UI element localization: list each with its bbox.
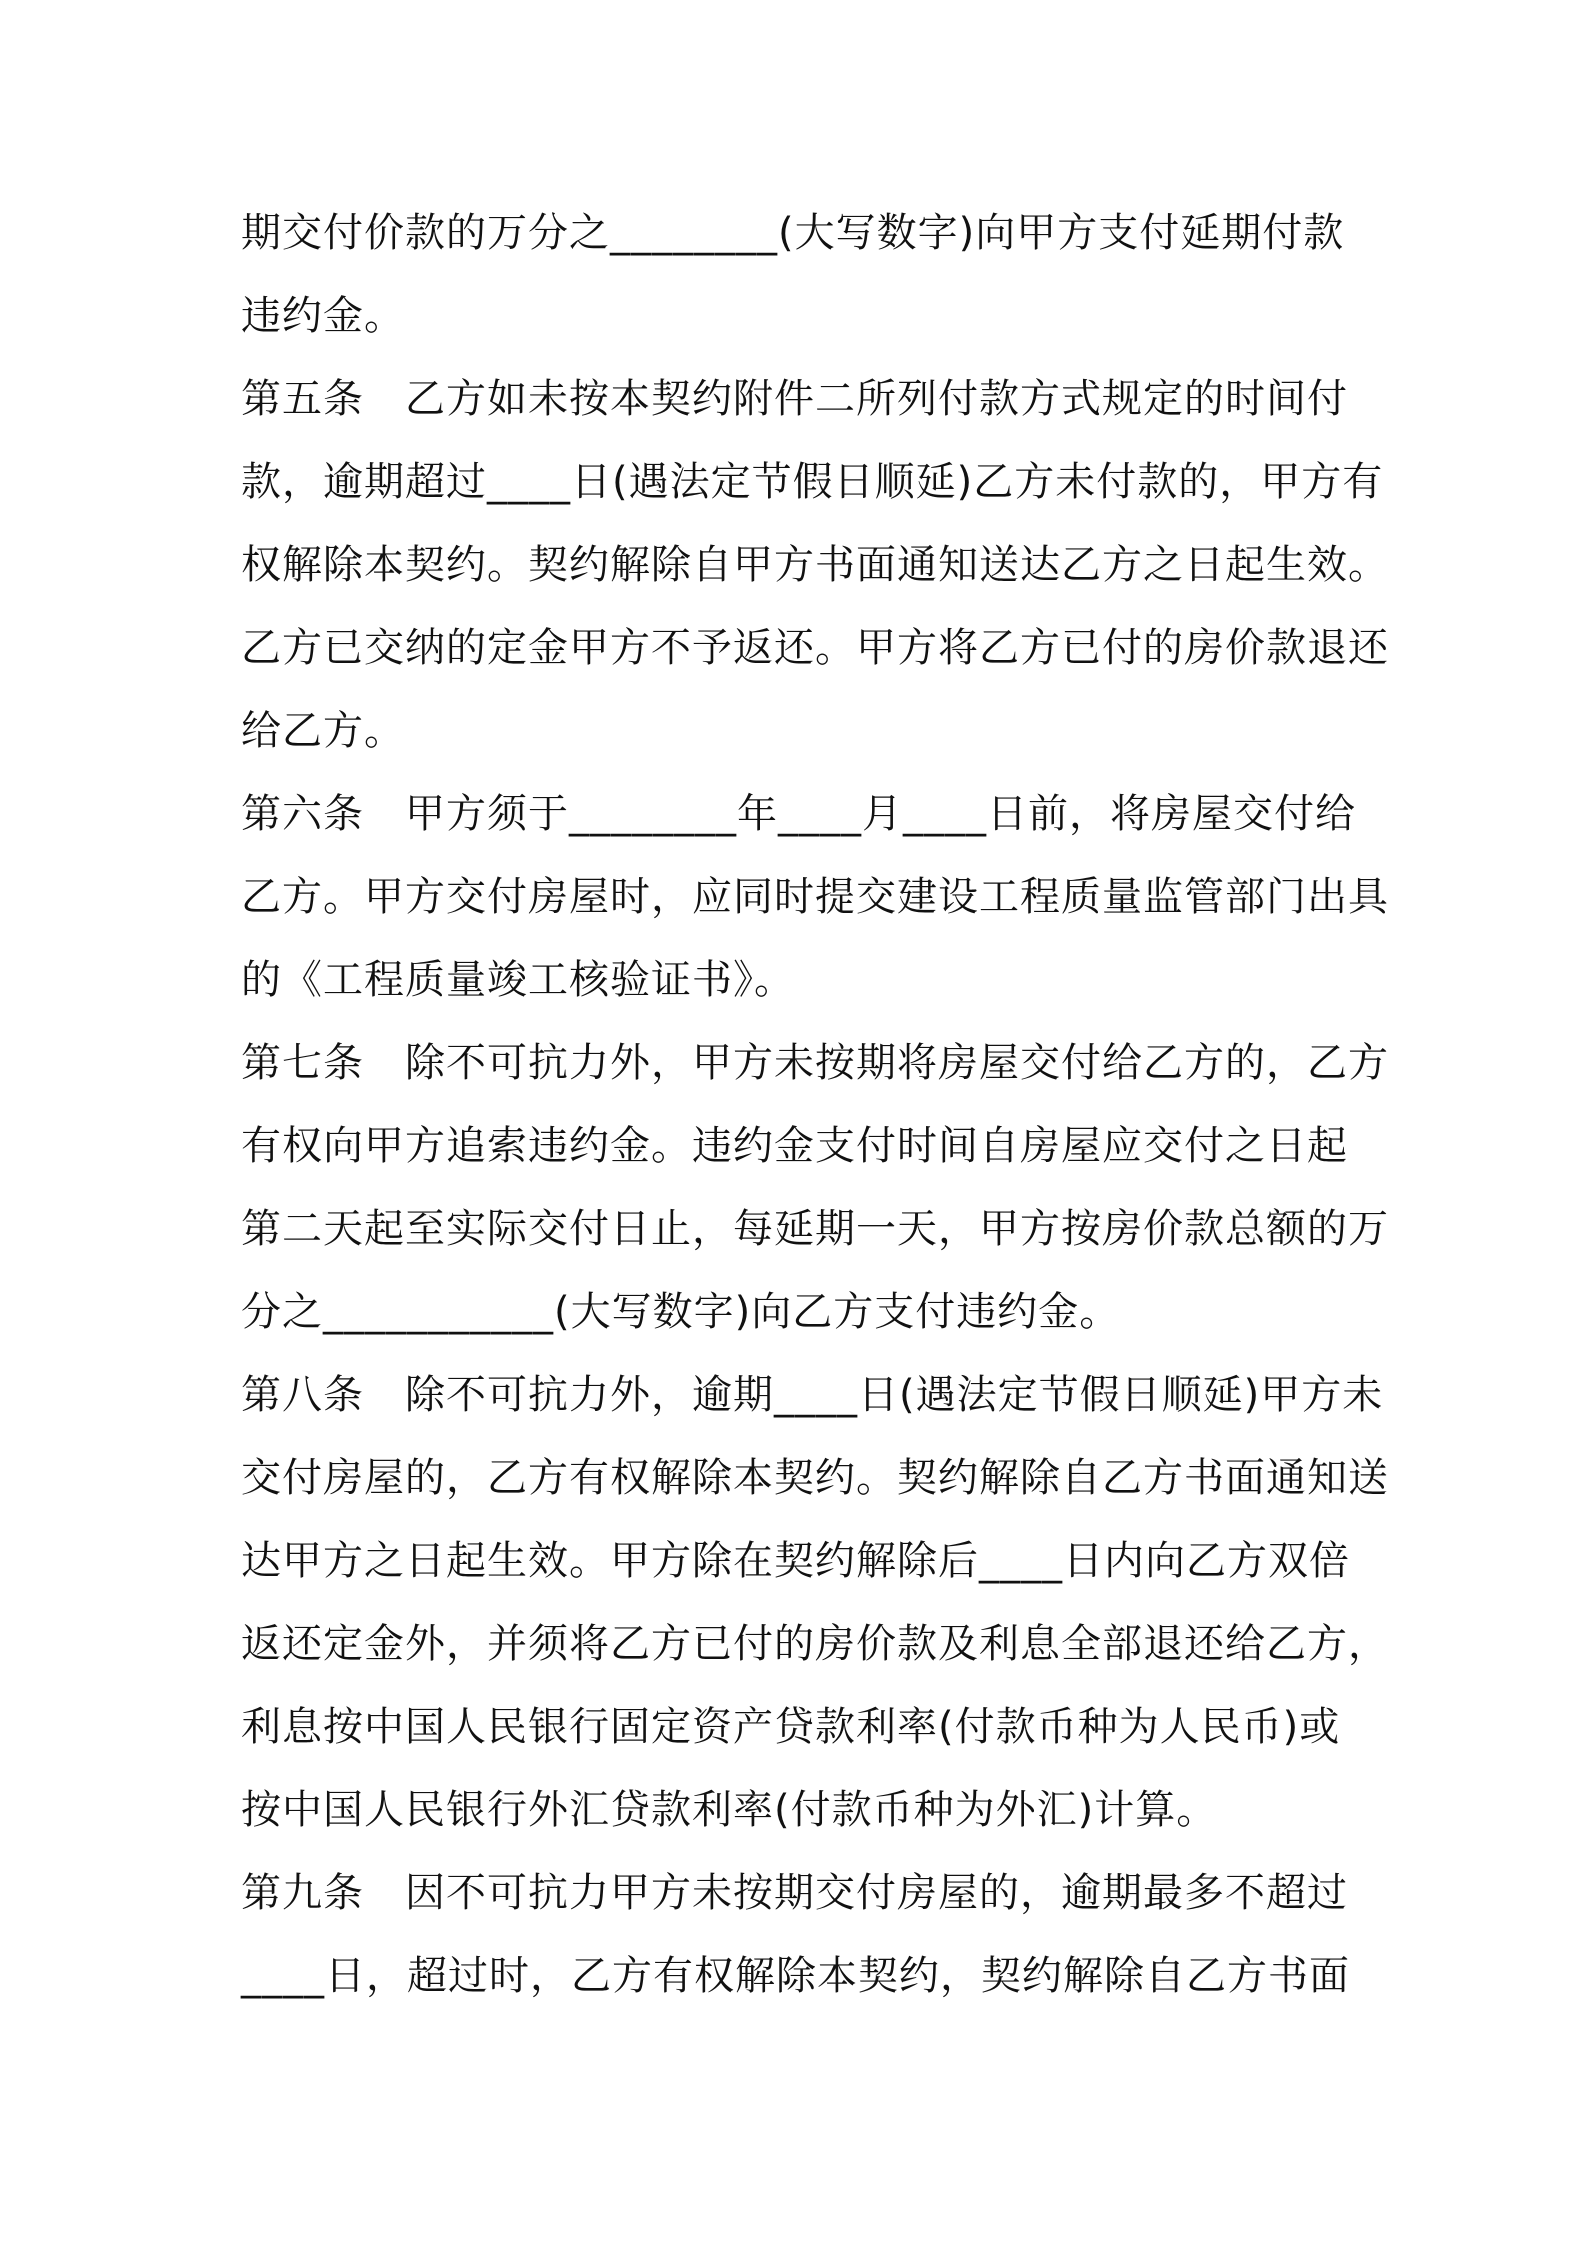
article-9-heading-line: 第九条 因不可抗力甲方未按期交付房屋的，逾期最多不超过 — [241, 1870, 1348, 1916]
text-line: 有权向甲方追索违约金。违约金支付时间自房屋应交付之日起 — [241, 1123, 1348, 1169]
text-line: 乙方。甲方交付房屋时，应同时提交建设工程质量监管部门出具 — [241, 874, 1389, 920]
text-line: 权解除本契约。契约解除自甲方书面通知送达乙方之日起生效。 — [241, 542, 1389, 588]
text-line: 期交付价款的万分之________(大写数字)向甲方支付延期付款 — [241, 210, 1345, 256]
text-line: 分之___________(大写数字)向乙方支付违约金。 — [241, 1289, 1121, 1335]
text-line: 第二天起至实际交付日止，每延期一天，甲方按房价款总额的万 — [241, 1206, 1389, 1252]
article-8-heading-line: 第八条 除不可抗力外，逾期____日(遇法定节假日顺延)甲方未 — [241, 1372, 1384, 1418]
article-7-heading-line: 第七条 除不可抗力外，甲方未按期将房屋交付给乙方的，乙方 — [241, 1040, 1389, 1086]
text-line: 利息按中国人民银行固定资产贷款利率(付款币种为人民币)或 — [241, 1704, 1341, 1750]
text-line: 违约金。 — [241, 293, 405, 339]
article-5-heading-line: 第五条 乙方如未按本契约附件二所列付款方式规定的时间付 — [241, 376, 1348, 422]
contract-text — [241, 192, 1389, 2018]
text-line: 返还定金外，并须将乙方已付的房价款及利息全部退还给乙方， — [241, 1621, 1389, 1667]
text-line: ____日，超过时，乙方有权解除本契约，契约解除自乙方书面 — [241, 1953, 1350, 1999]
text-line: 款，逾期超过____日(遇法定节假日顺延)乙方未付款的，甲方有 — [241, 459, 1384, 505]
text-line: 乙方已交纳的定金甲方不予返还。甲方将乙方已付的房价款退还 — [241, 625, 1389, 671]
text-line: 的《工程质量竣工核验证书》。 — [241, 957, 795, 1003]
text-line: 给乙方。 — [241, 708, 405, 754]
text-line: 交付房屋的，乙方有权解除本契约。契约解除自乙方书面通知送 — [241, 1455, 1389, 1501]
text-line: 按中国人民银行外汇贷款利率(付款币种为外汇)计算。 — [241, 1787, 1218, 1833]
text-line: 达甲方之日起生效。甲方除在契约解除后____日内向乙方双倍 — [241, 1538, 1350, 1584]
article-6-heading-line: 第六条 甲方须于________年____月____日前，将房屋交付给 — [241, 791, 1356, 837]
